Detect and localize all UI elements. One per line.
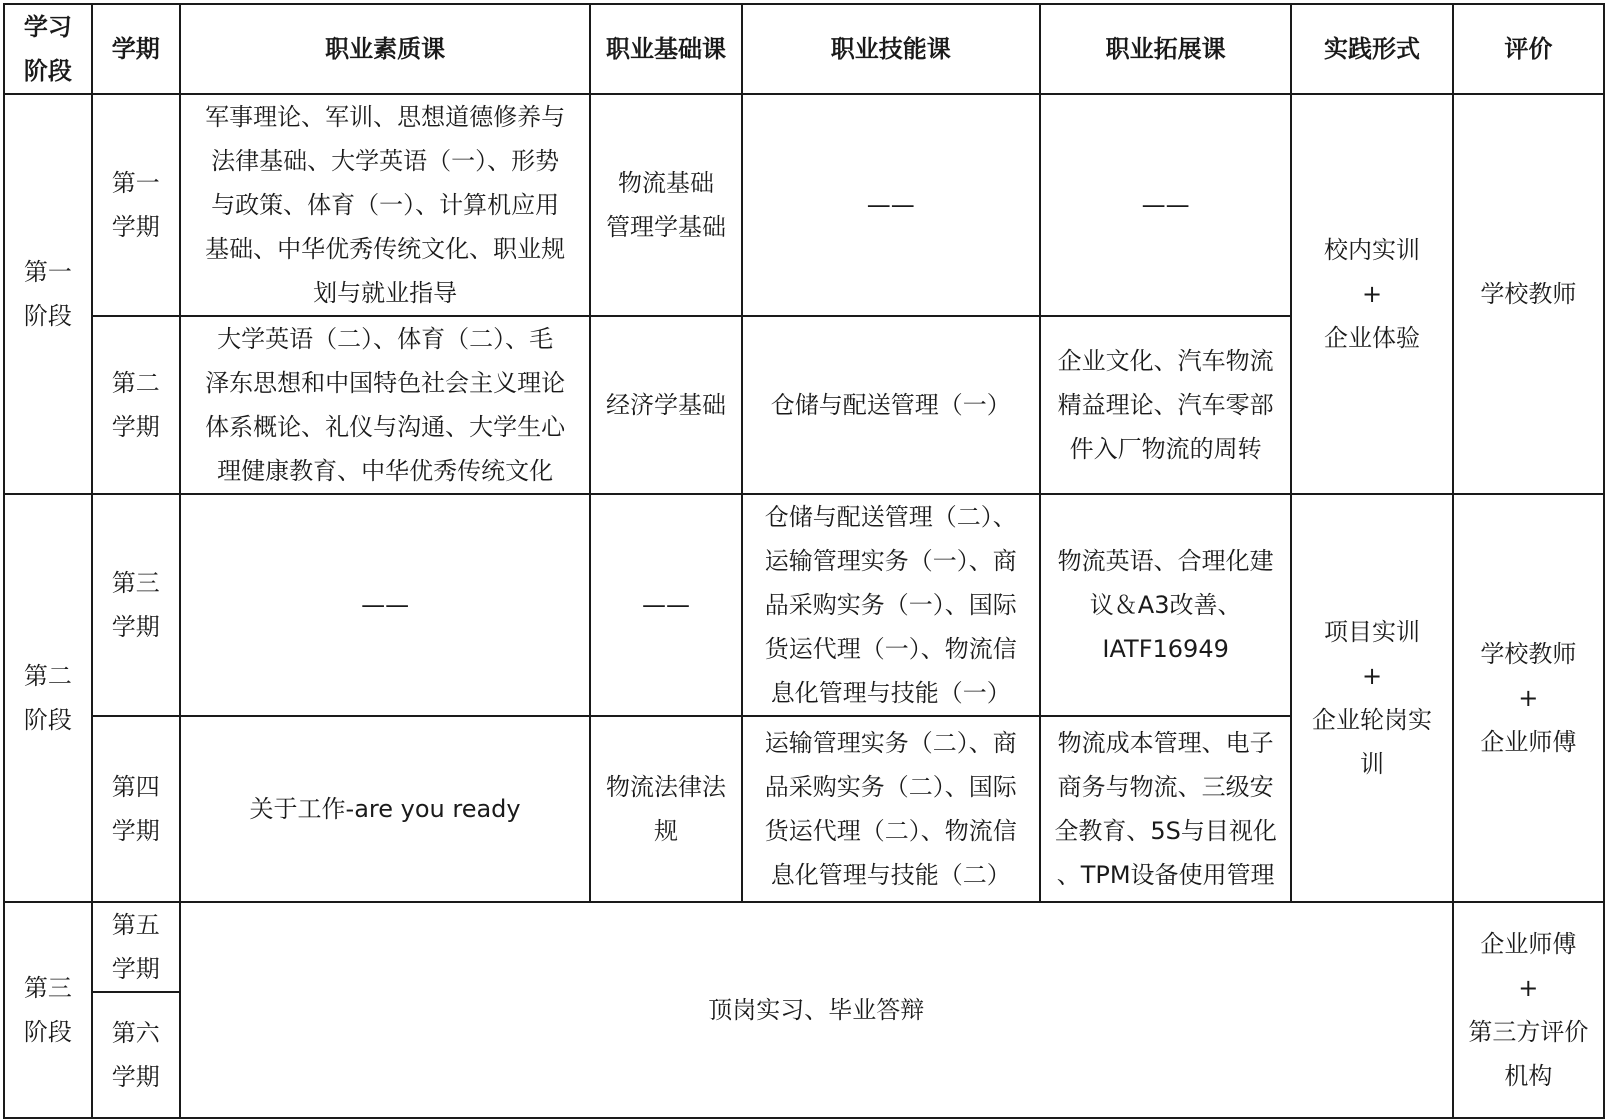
semester-3-quality-courses: —— bbox=[180, 494, 591, 716]
stage-1-label: 第一 阶段 bbox=[4, 94, 92, 494]
stage-3-evaluation: 企业师傅 + 第三方评价 机构 bbox=[1453, 902, 1604, 1118]
semester-3-skill-courses: 仓储与配送管理（二）、 运输管理实务（一）、商 品采购实务（一）、国际 货运代理（一）、物流信 息化管理与技能（一） bbox=[742, 494, 1040, 716]
semester-1-label: 第一 学期 bbox=[92, 94, 180, 316]
stage-2-practice-form: 项目实训 + 企业轮岗实 训 bbox=[1291, 494, 1452, 902]
semester-3-extension-courses: 物流英语、合理化建 议＆A3改善、 IATF16949 bbox=[1040, 494, 1291, 716]
header-basic-course: 职业基础课 bbox=[590, 4, 741, 94]
header-quality-course: 职业素质课 bbox=[180, 4, 591, 94]
header-row bbox=[4, 4, 1604, 94]
semester-4-basic-courses: 物流法律法 规 bbox=[590, 716, 741, 902]
header-evaluation: 评价 bbox=[1453, 4, 1604, 94]
semester-2-label: 第二 学期 bbox=[92, 316, 180, 494]
semester-3-label: 第三 学期 bbox=[92, 494, 180, 716]
row-semester-5 bbox=[4, 902, 1604, 992]
semester-1-skill-courses: —— bbox=[742, 94, 1040, 316]
semester-2-basic-courses: 经济学基础 bbox=[590, 316, 741, 494]
stage-3-label: 第三 阶段 bbox=[4, 902, 92, 1118]
semester-4-quality-courses: 关于工作-are you ready bbox=[180, 716, 591, 902]
semester-3-basic-courses: —— bbox=[590, 494, 741, 716]
semester-6-label: 第六 学期 bbox=[92, 992, 180, 1118]
header-practice-form: 实践形式 bbox=[1291, 4, 1452, 94]
semester-2-skill-courses: 仓储与配送管理（一） bbox=[742, 316, 1040, 494]
row-semester-1 bbox=[4, 94, 1604, 316]
semester-2-extension-courses: 企业文化、汽车物流 精益理论、汽车零部 件入厂物流的周转 bbox=[1040, 316, 1291, 494]
semester-4-skill-courses: 运输管理实务（二）、商 品采购实务（二）、国际 货运代理（二）、物流信 息化管理与技能（二） bbox=[742, 716, 1040, 902]
header-semester: 学期 bbox=[92, 4, 180, 94]
stage-2-evaluation: 学校教师 + 企业师傅 bbox=[1453, 494, 1604, 902]
semester-5-label: 第五 学期 bbox=[92, 902, 180, 992]
semester-4-extension-courses: 物流成本管理、电子 商务与物流、三级安 全教育、5S与目视化 、TPM设备使用管理 bbox=[1040, 716, 1291, 902]
header-stage: 学习 阶段 bbox=[4, 4, 92, 94]
row-semester-3 bbox=[4, 494, 1604, 716]
stage-1-evaluation: 学校教师 bbox=[1453, 94, 1604, 494]
stage-3-content: 顶岗实习、毕业答辩 bbox=[180, 902, 1453, 1118]
curriculum-table bbox=[3, 3, 1605, 1119]
semester-1-quality-courses: 军事理论、军训、思想道德修养与 法律基础、大学英语（一）、形势 与政策、体育（一）、计算机应用 基础、中华优秀传统文化、职业规 划与就业指导 bbox=[180, 94, 591, 316]
header-extension-course: 职业拓展课 bbox=[1040, 4, 1291, 94]
semester-1-basic-courses: 物流基础 管理学基础 bbox=[590, 94, 741, 316]
stage-2-label: 第二 阶段 bbox=[4, 494, 92, 902]
stage-1-practice-form: 校内实训 + 企业体验 bbox=[1291, 94, 1452, 494]
semester-1-extension-courses: —— bbox=[1040, 94, 1291, 316]
semester-2-quality-courses: 大学英语（二）、体育（二）、毛 泽东思想和中国特色社会主义理论 体系概论、礼仪与沟通、大学生心 理健康教育、中华优秀传统文化 bbox=[180, 316, 591, 494]
semester-4-label: 第四 学期 bbox=[92, 716, 180, 902]
header-skill-course: 职业技能课 bbox=[742, 4, 1040, 94]
